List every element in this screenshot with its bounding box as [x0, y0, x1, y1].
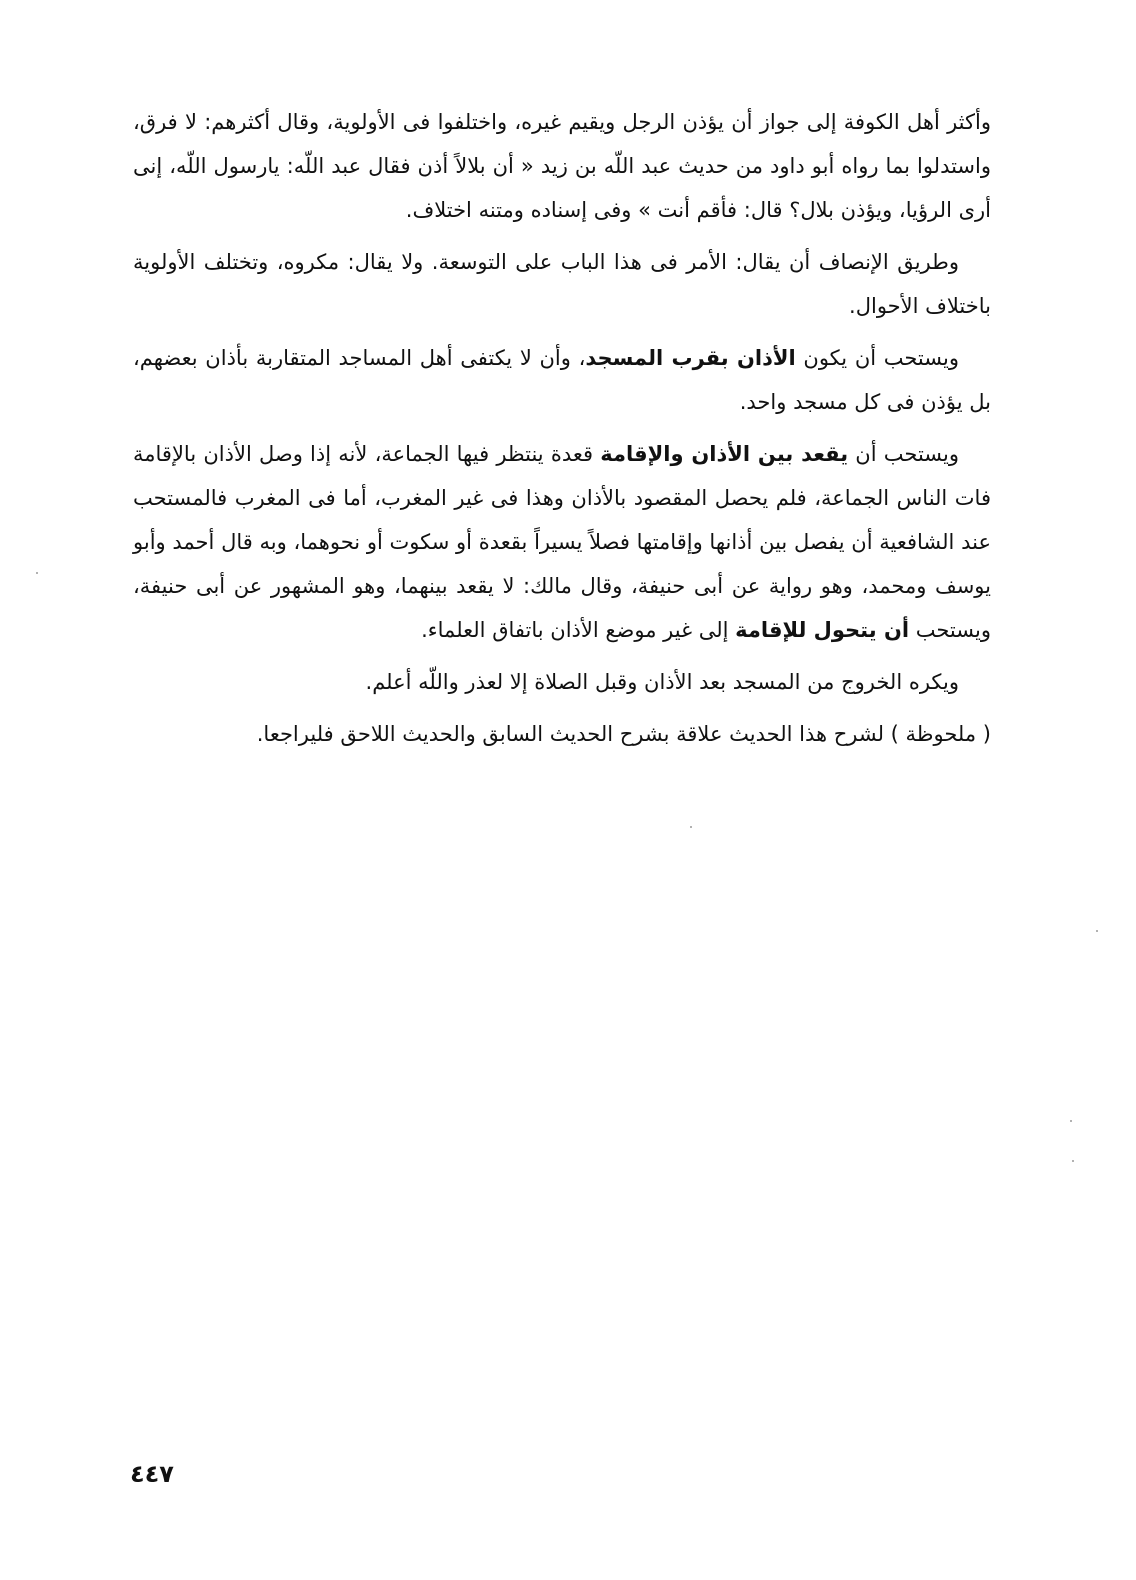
- emphasis-text: يقعد بين الأذان والإقامة: [600, 442, 849, 466]
- scan-speck: [690, 826, 692, 828]
- paragraph-sitting-between: [133, 432, 991, 652]
- scan-speck: [1096, 930, 1098, 932]
- paragraph-text: وأكثر أهل الكوفة إلى جواز أن يؤذن الرجل ويقيم غيره، واختلفوا فى الأولوية، وقال أكثرهم: لا فرق، واستدلوا بما رواه أبو داود من حديث عبد اللّه بن زيد « أن بلالاً أذن فقال عبد اللّه: يارسول اللّه، إنى أرى الرؤيا، ويؤذن بلال؟ قال: فأقم أنت » وفى إسناده ومتنه اختلاف.: [133, 110, 991, 222]
- paragraph-kufa-opinion: [133, 100, 991, 232]
- paragraph-leaving-mosque: [133, 660, 991, 704]
- paragraph-text: إلى غير موضع الأذان باتفاق العلماء.: [421, 618, 736, 642]
- body-text: [133, 100, 991, 764]
- scan-speck: [36, 572, 38, 574]
- emphasis-text: أن يتحول للإقامة: [735, 618, 910, 642]
- paragraph-text: ( ملحوظة ) لشرح هذا الحديث علاقة بشرح الحديث السابق والحديث اللاحق فليراجعا.: [256, 722, 991, 746]
- paragraph-text: ويكره الخروج من المسجد بعد الأذان وقبل الصلاة إلا لعذر واللّه أعلم.: [365, 670, 959, 694]
- paragraph-text: وطريق الإنصاف أن يقال: الأمر فى هذا الباب على التوسعة. ولا يقال: مكروه، وتختلف الأولوية باختلاف الأحوال.: [133, 250, 991, 318]
- paragraph-text: ، وأن لا يكتفى أهل المساجد المتقاربة بأذان بعضهم، بل يؤذن فى كل مسجد واحد.: [133, 346, 991, 414]
- paragraph-adhan-near-mosque: [133, 336, 991, 424]
- paragraph-fairness: [133, 240, 991, 328]
- page-number: ٤٤٧: [130, 1460, 174, 1488]
- scan-speck: [1070, 1120, 1072, 1122]
- paragraph-text: ويستحب أن يكون: [795, 346, 959, 370]
- paragraph-note: [133, 712, 991, 756]
- paragraph-text: ويستحب أن: [848, 442, 960, 466]
- paragraph-text: قعدة ينتظر فيها الجماعة، لأنه إذا وصل الأذان بالإقامة فات الناس الجماعة، فلم يحصل المقصود بالأذان وهذا فى غير المغرب، أما فى المغرب فالمستحب عند الشافعية أن يفصل بين أذانها وإقامتها فصلاً يسيراً بقعدة أو سكوت أو نحوهما، وبه قال أحمد وأبو يوسف ومحمد، وهو رواية عن أبى حنيفة، وقال مالك: لا يقعد بينهما، وهو المشهور عن أبى حنيفة، ويستحب: [133, 442, 991, 642]
- emphasis-text: الأذان بقرب المسجد: [585, 346, 796, 370]
- scan-speck: [1072, 1160, 1074, 1162]
